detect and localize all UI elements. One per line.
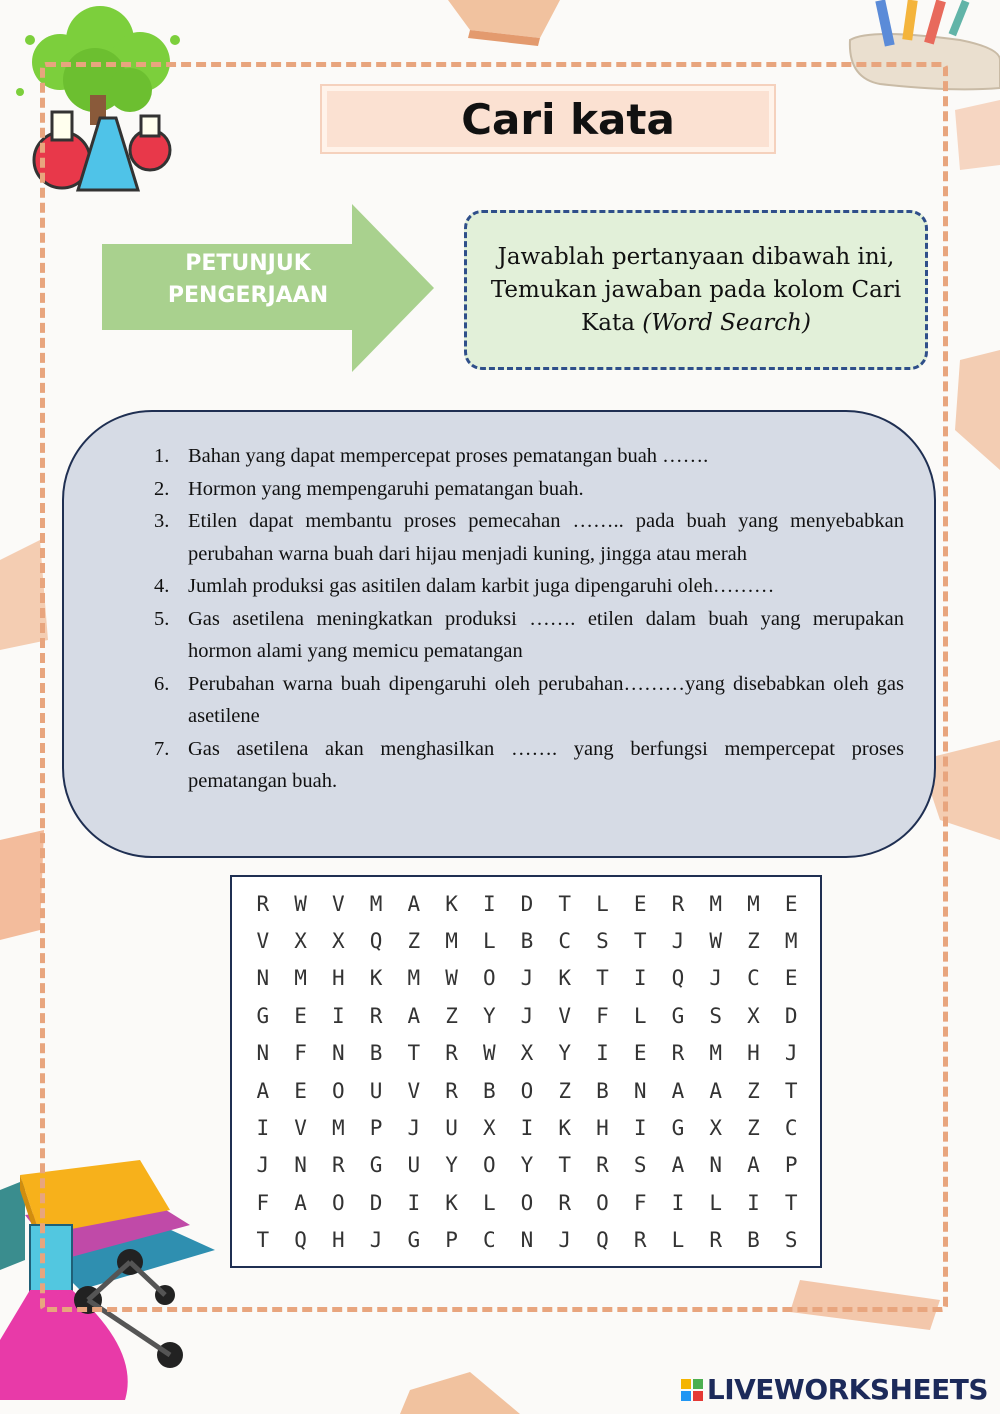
question-number: 1. <box>154 445 170 467</box>
word-search-cell[interactable]: F <box>633 1190 647 1215</box>
word-search-cell[interactable]: L <box>709 1190 722 1215</box>
word-search-cell[interactable]: Q <box>596 1228 609 1253</box>
word-search-cell[interactable]: B <box>482 1078 496 1103</box>
word-search-cell[interactable]: W <box>294 891 307 916</box>
liveworksheets-watermark <box>681 1373 988 1406</box>
word-search-cell[interactable]: L <box>633 1003 647 1028</box>
word-search-cell[interactable]: D <box>520 891 534 916</box>
word-search-cell[interactable]: N <box>332 1041 345 1066</box>
question-item <box>154 473 904 506</box>
word-search-cell[interactable]: R <box>256 891 270 916</box>
instruction-arrow-label <box>104 248 392 312</box>
word-search-cell[interactable]: R <box>332 1153 345 1178</box>
instruction-text-plain: Jawablah pertanyaan dibawah ini, Temukan jawaban pada kolom Cari Kata <box>490 243 902 336</box>
word-search-cell[interactable]: Y <box>520 1153 534 1178</box>
word-search-cell[interactable]: N <box>256 1041 270 1066</box>
word-search-row <box>244 1072 810 1109</box>
word-search-cell[interactable]: M <box>784 929 798 954</box>
word-search-grid <box>230 875 822 1268</box>
word-search-cell[interactable]: R <box>596 1153 609 1178</box>
word-search-cell[interactable]: I <box>482 891 496 916</box>
word-search-cell[interactable]: E <box>633 1041 647 1066</box>
word-search-cell[interactable]: M <box>294 966 307 991</box>
word-search-cell[interactable]: I <box>332 1003 345 1028</box>
word-search-cell[interactable]: H <box>596 1116 609 1141</box>
watermark-text: LIVEWORKSHEETS <box>706 1373 988 1406</box>
word-search-cell[interactable]: L <box>596 891 609 916</box>
word-search-cell[interactable]: T <box>558 1153 572 1178</box>
word-search-row <box>244 1147 810 1184</box>
word-search-cell[interactable]: X <box>747 1003 760 1028</box>
word-search-cell[interactable]: W <box>709 929 722 954</box>
word-search-cell[interactable]: Z <box>407 929 421 954</box>
question-list <box>154 440 904 798</box>
word-search-cell[interactable]: J <box>520 966 534 991</box>
instruction-text <box>487 241 905 340</box>
question-number: 3. <box>154 510 170 532</box>
word-search-cell[interactable]: O <box>520 1190 534 1215</box>
question-item <box>154 603 904 668</box>
arrow-label-line: PETUNJUK <box>185 251 311 276</box>
word-search-cell[interactable]: O <box>520 1078 534 1103</box>
word-search-cell[interactable]: K <box>558 966 572 991</box>
word-search-cell[interactable]: V <box>256 929 270 954</box>
word-search-cell[interactable]: Y <box>482 1003 496 1028</box>
word-search-cell[interactable]: I <box>747 1190 760 1215</box>
word-search-row <box>244 922 810 959</box>
word-search-cell[interactable]: L <box>482 1190 496 1215</box>
word-search-cell[interactable]: C <box>747 966 760 991</box>
word-search-cell[interactable]: E <box>633 891 647 916</box>
question-number: 2. <box>154 477 170 500</box>
question-item <box>154 505 904 570</box>
word-search-cell[interactable]: J <box>671 929 685 954</box>
page-title: Cari kata <box>461 94 675 144</box>
word-search-cell[interactable]: Q <box>369 929 383 954</box>
word-search-cell[interactable]: F <box>256 1190 270 1215</box>
word-search-row <box>244 1222 810 1259</box>
word-search-cell[interactable]: B <box>747 1228 760 1253</box>
word-search-cell[interactable]: I <box>671 1190 685 1215</box>
word-search-cell[interactable]: O <box>482 1153 496 1178</box>
word-search-cell[interactable]: T <box>407 1041 421 1066</box>
question-text: Jumlah produksi gas asitilen dalam karbit juga dipengaruhi oleh……… <box>188 575 775 597</box>
word-search-cell[interactable]: U <box>369 1078 383 1103</box>
word-search-cell[interactable]: R <box>671 1041 685 1066</box>
word-search-cell[interactable]: E <box>784 891 798 916</box>
word-search-cell[interactable]: W <box>482 1041 496 1066</box>
word-search-cell[interactable]: V <box>558 1003 572 1028</box>
word-search-cell[interactable]: F <box>596 1003 609 1028</box>
word-search-row <box>244 885 810 922</box>
word-search-cell[interactable]: W <box>445 966 458 991</box>
word-search-cell[interactable]: X <box>709 1116 722 1141</box>
word-search-cell[interactable]: B <box>596 1078 609 1103</box>
word-search-cell[interactable]: L <box>482 929 496 954</box>
word-search-cell[interactable]: X <box>482 1116 496 1141</box>
word-search-cell[interactable]: K <box>445 891 458 916</box>
liveworksheets-logo-icon <box>681 1379 703 1401</box>
word-search-cell[interactable]: F <box>294 1041 307 1066</box>
word-search-cell[interactable]: V <box>332 891 345 916</box>
word-search-row <box>244 997 810 1034</box>
word-search-cell[interactable]: I <box>407 1190 421 1215</box>
word-search-cell[interactable]: A <box>294 1190 307 1215</box>
word-search-cell[interactable]: R <box>709 1228 722 1253</box>
word-search-cell[interactable]: O <box>332 1078 345 1103</box>
word-search-cell[interactable]: S <box>596 929 609 954</box>
book-icon <box>448 0 560 46</box>
word-search-cell[interactable]: J <box>369 1228 383 1253</box>
word-search-row <box>244 1035 810 1072</box>
word-search-cell[interactable]: N <box>520 1228 534 1253</box>
question-text: Etilen dapat membantu proses pemecahan …….. pada buah yang menyebabkan perubahan warna buah dari hijau menjadi kuning, jingga atau merah <box>188 510 904 565</box>
word-search-cell[interactable]: T <box>596 966 609 991</box>
word-search-cell[interactable]: C <box>482 1228 496 1253</box>
word-search-cell[interactable]: I <box>633 966 647 991</box>
word-search-cell[interactable]: J <box>784 1041 798 1066</box>
word-search-cell[interactable]: R <box>671 891 685 916</box>
word-search-row <box>244 1109 810 1146</box>
word-search-cell[interactable]: A <box>256 1078 270 1103</box>
word-search-cell[interactable]: Q <box>671 966 685 991</box>
word-search-cell[interactable]: V <box>407 1078 421 1103</box>
word-search-cell[interactable]: C <box>558 929 572 954</box>
word-search-cell[interactable]: I <box>633 1116 647 1141</box>
question-number: 4. <box>154 575 170 597</box>
question-number: 6. <box>154 672 170 695</box>
word-search-cell[interactable]: N <box>256 966 270 991</box>
word-search-cell[interactable]: P <box>445 1228 458 1253</box>
questions-panel <box>62 410 936 858</box>
word-search-letters <box>244 885 810 1260</box>
question-number: 7. <box>154 737 170 760</box>
word-search-cell[interactable]: A <box>407 891 421 916</box>
question-text: Gas asetilena meningkatkan produksi ……. etilen dalam buah yang merupakan hormon alami yang memicu pematangan <box>188 607 904 662</box>
word-search-cell[interactable]: G <box>369 1153 383 1178</box>
question-text: Gas asetilena akan menghasilkan ……. yang berfungsi mempercepat proses pematangan buah. <box>188 737 904 792</box>
word-search-cell[interactable]: A <box>747 1153 760 1178</box>
word-search-cell[interactable]: R <box>445 1041 458 1066</box>
word-search-cell[interactable]: J <box>520 1003 534 1028</box>
word-search-cell[interactable]: E <box>784 966 798 991</box>
word-search-cell[interactable]: Z <box>747 929 760 954</box>
word-search-cell[interactable]: H <box>747 1041 760 1066</box>
word-search-cell[interactable]: L <box>671 1228 685 1253</box>
word-search-cell[interactable]: Y <box>445 1153 458 1178</box>
word-search-cell[interactable]: G <box>256 1003 270 1028</box>
word-search-cell[interactable]: N <box>709 1153 722 1178</box>
question-item <box>154 668 904 733</box>
word-search-cell[interactable]: P <box>369 1116 383 1141</box>
word-search-cell[interactable]: Z <box>445 1003 458 1028</box>
word-search-cell[interactable]: J <box>256 1153 270 1178</box>
word-search-cell[interactable]: P <box>784 1153 798 1178</box>
word-search-cell[interactable]: X <box>332 929 345 954</box>
word-search-cell[interactable]: R <box>633 1228 647 1253</box>
word-search-cell[interactable]: D <box>784 1003 798 1028</box>
word-search-cell[interactable]: Y <box>558 1041 572 1066</box>
word-search-cell[interactable]: N <box>294 1153 307 1178</box>
word-search-cell[interactable]: J <box>407 1116 421 1141</box>
word-search-cell[interactable]: R <box>445 1078 458 1103</box>
word-search-cell[interactable]: I <box>520 1116 534 1141</box>
question-text: Hormon yang mempengaruhi pematangan buah. <box>188 477 584 500</box>
question-number: 5. <box>154 607 170 630</box>
word-search-cell[interactable]: T <box>558 891 572 916</box>
word-search-cell[interactable]: O <box>482 966 496 991</box>
word-search-cell[interactable]: G <box>407 1228 421 1253</box>
word-search-cell[interactable]: A <box>709 1078 722 1103</box>
word-search-cell[interactable]: S <box>784 1228 798 1253</box>
word-search-cell[interactable]: B <box>369 1041 383 1066</box>
word-search-cell[interactable]: G <box>671 1116 685 1141</box>
word-search-cell[interactable]: U <box>407 1153 421 1178</box>
word-search-cell[interactable]: A <box>407 1003 421 1028</box>
instruction-box <box>464 210 928 370</box>
word-search-cell[interactable]: S <box>633 1153 647 1178</box>
word-search-cell[interactable]: R <box>558 1190 572 1215</box>
word-search-cell[interactable]: E <box>294 1003 307 1028</box>
word-search-cell[interactable]: K <box>369 966 383 991</box>
word-search-cell[interactable]: M <box>747 891 760 916</box>
question-item <box>154 733 904 798</box>
instruction-text-italic: (Word Search) <box>642 309 811 336</box>
word-search-cell[interactable]: C <box>784 1116 798 1141</box>
word-search-cell[interactable]: H <box>332 1228 345 1253</box>
word-search-cell[interactable]: H <box>332 966 345 991</box>
word-search-cell[interactable]: T <box>784 1078 798 1103</box>
word-search-cell[interactable]: U <box>445 1116 458 1141</box>
word-search-cell[interactable]: O <box>596 1190 609 1215</box>
title-banner <box>322 86 774 152</box>
word-search-cell[interactable]: K <box>558 1116 572 1141</box>
word-search-cell[interactable]: T <box>633 929 647 954</box>
word-search-cell[interactable]: Z <box>747 1116 760 1141</box>
word-search-cell[interactable]: M <box>407 966 421 991</box>
word-search-cell[interactable]: O <box>332 1190 345 1215</box>
word-search-cell[interactable]: K <box>445 1190 458 1215</box>
word-search-cell[interactable]: M <box>709 891 722 916</box>
word-search-cell[interactable]: J <box>558 1228 572 1253</box>
word-search-cell[interactable]: T <box>256 1228 270 1253</box>
word-search-cell[interactable]: A <box>671 1153 685 1178</box>
word-search-cell[interactable]: V <box>294 1116 307 1141</box>
word-search-cell[interactable]: Q <box>294 1228 307 1253</box>
word-search-cell[interactable]: T <box>784 1190 798 1215</box>
word-search-cell[interactable]: M <box>332 1116 345 1141</box>
question-text: Bahan yang dapat mempercepat proses pematangan buah ……. <box>188 445 709 467</box>
word-search-cell[interactable]: M <box>369 891 383 916</box>
word-search-cell[interactable]: X <box>294 929 307 954</box>
question-item <box>154 570 904 603</box>
word-search-cell[interactable]: J <box>709 966 722 991</box>
word-search-cell[interactable]: D <box>369 1190 383 1215</box>
word-search-cell[interactable]: A <box>671 1078 685 1103</box>
word-search-cell[interactable]: X <box>520 1041 534 1066</box>
word-search-cell[interactable]: M <box>709 1041 722 1066</box>
word-search-cell[interactable]: Z <box>747 1078 760 1103</box>
word-search-cell[interactable]: G <box>671 1003 685 1028</box>
word-search-cell[interactable]: R <box>369 1003 383 1028</box>
word-search-cell[interactable]: N <box>633 1078 647 1103</box>
word-search-row <box>244 960 810 997</box>
word-search-cell[interactable]: I <box>596 1041 609 1066</box>
word-search-cell[interactable]: M <box>445 929 458 954</box>
word-search-cell[interactable]: Z <box>558 1078 572 1103</box>
question-item <box>154 440 904 473</box>
word-search-cell[interactable]: S <box>709 1003 722 1028</box>
word-search-row <box>244 1184 810 1221</box>
word-search-cell[interactable]: E <box>294 1078 307 1103</box>
arrow-label-line: PENGERJAAN <box>167 283 329 308</box>
word-search-cell[interactable]: I <box>256 1116 270 1141</box>
word-search-cell[interactable]: B <box>520 929 534 954</box>
question-text: Perubahan warna buah dipengaruhi oleh perubahan………yang disebabkan oleh gas asetilene <box>188 672 904 727</box>
